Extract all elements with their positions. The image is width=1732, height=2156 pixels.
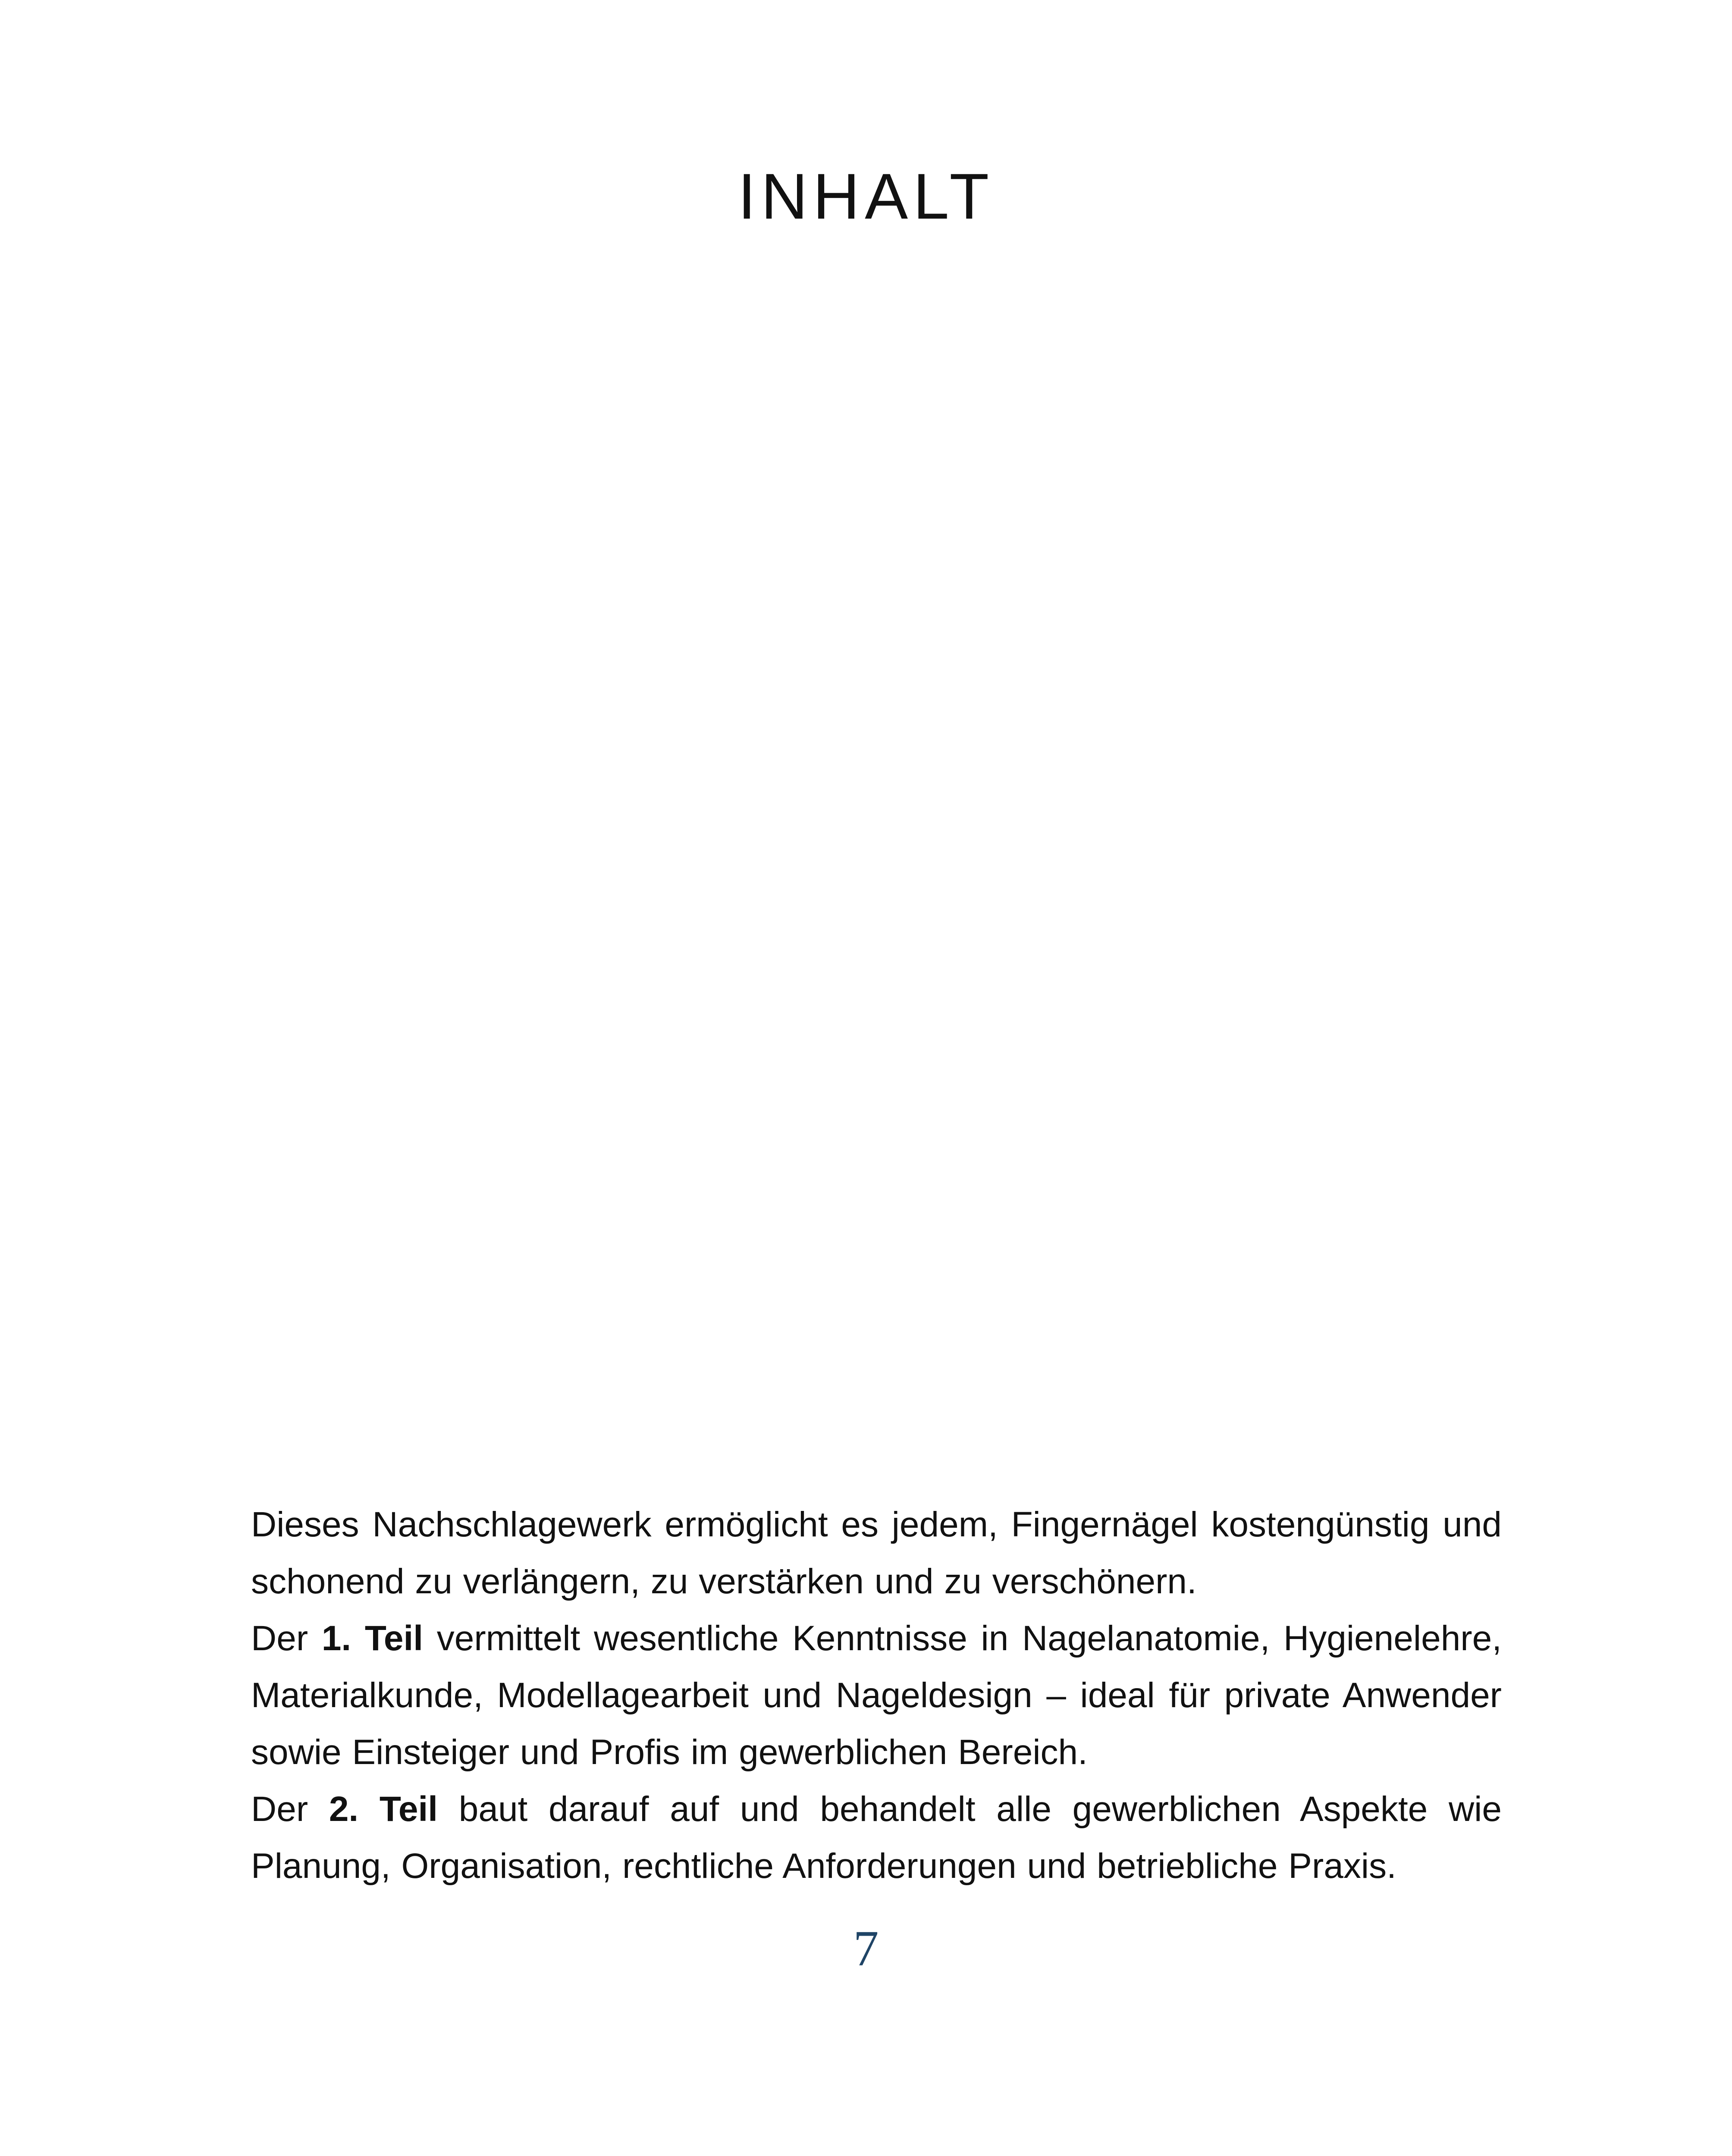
part2-paragraph (251, 1781, 1502, 1895)
intro-paragraph (251, 1496, 1502, 1610)
part1-text: vermittelt wesentliche Kenntnisse in Nagelanatomie, Hygienelehre, Materialkunde, Modellagearbeit und Nageldesign – ideal für private Anwender sowie Einsteiger und Profis im gewerblichen Bereich. (251, 1619, 1502, 1772)
part1-prefix: Der (251, 1619, 322, 1658)
page-title: INHALT (737, 160, 995, 232)
part2-label: 2. Teil (329, 1789, 438, 1829)
description-text (251, 1496, 1502, 1895)
intro-text: Dieses Nachschlagewerk ermöglicht es jedem, Fingernägel kostengünstig und schonend zu verlängern, zu verstärken und zu verschönern. (251, 1505, 1502, 1601)
page-number: 7 (853, 1920, 879, 1977)
part1-paragraph (251, 1610, 1502, 1781)
part2-text: baut darauf auf und behandelt alle gewerblichen Aspekte wie Planung, Organisation, rechtliche Anforderungen und betriebliche Praxis. (251, 1789, 1502, 1886)
part1-label: 1. Teil (321, 1619, 424, 1658)
part2-prefix: Der (251, 1789, 329, 1829)
